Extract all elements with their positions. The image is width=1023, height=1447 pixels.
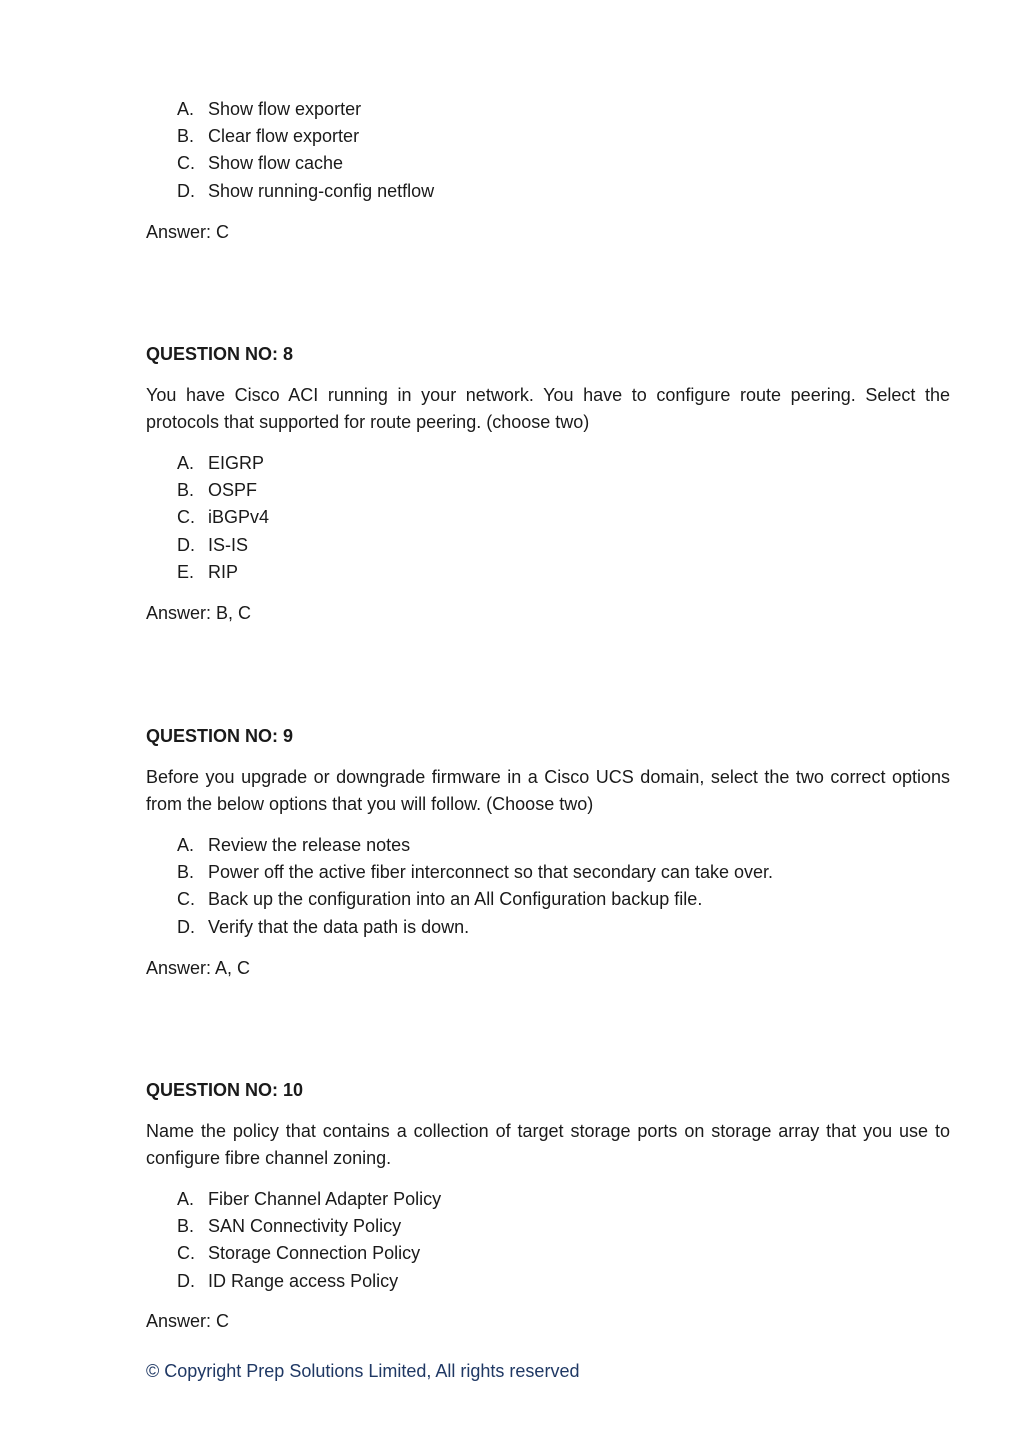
option-text: RIP	[208, 561, 239, 582]
question-8-text: You have Cisco ACI running in your network. You have to configure route peering. Select the protocols that supported for route peering. (choose two)	[146, 385, 950, 433]
option-letter: D.	[177, 534, 195, 555]
question-9-options-block	[146, 832, 950, 941]
option-letter: C.	[177, 1243, 195, 1264]
option-text: Show flow exporter	[208, 99, 362, 119]
question-7-option-a	[146, 96, 950, 123]
question-10-options	[146, 1186, 950, 1295]
question-8-options-block	[146, 450, 950, 586]
option-letter: C.	[177, 889, 195, 910]
question-9-heading: QUESTION NO: 9	[146, 726, 294, 746]
option-text: EIGRP	[208, 453, 265, 473]
copyright-footer: © Copyright Prep Solutions Limited, All rights reserved	[146, 1361, 580, 1381]
option-text: IS-IS	[208, 534, 249, 555]
question-8-option-c	[146, 504, 950, 531]
question-10-option-c	[146, 1240, 950, 1267]
option-letter: A.	[177, 99, 195, 119]
question-10-heading: QUESTION NO: 10	[146, 1080, 304, 1100]
option-letter: A.	[177, 835, 195, 855]
option-text: OSPF	[208, 480, 258, 501]
question-9-option-b	[146, 859, 950, 886]
question-9-options	[146, 832, 950, 941]
question-9-answer: Answer: A, C	[146, 958, 251, 978]
question-7-option-d	[146, 178, 950, 205]
option-text: Verify that the data path is down.	[208, 916, 470, 937]
question-10-option-d	[146, 1268, 950, 1295]
option-letter: A.	[177, 453, 195, 473]
question-9-text: Before you upgrade or downgrade firmware in a Cisco UCS domain, select the two correct options from the below options that you will follow. (Choose two)	[146, 767, 950, 815]
option-text: Show flow cache	[208, 153, 344, 174]
question-9-option-d	[146, 914, 950, 941]
option-letter: B.	[177, 1216, 195, 1237]
option-letter: E.	[177, 561, 195, 582]
option-letter: D.	[177, 180, 195, 201]
question-8-option-a	[146, 450, 950, 477]
option-text: Back up the configuration into an All Configuration backup file.	[208, 889, 703, 910]
option-text: Review the release notes	[208, 835, 411, 855]
option-text: Power off the active fiber interconnect so that secondary can take over.	[208, 862, 773, 883]
question-10-option-b	[146, 1213, 950, 1240]
option-text: iBGPv4	[208, 507, 270, 528]
question-7-options	[146, 96, 950, 205]
option-letter: D.	[177, 1270, 195, 1291]
option-letter: A.	[177, 1189, 195, 1209]
option-letter: C.	[177, 153, 195, 174]
question-8-option-e	[146, 559, 950, 586]
option-text: Storage Connection Policy	[208, 1243, 421, 1264]
option-text: ID Range access Policy	[208, 1270, 399, 1291]
question-9-option-c	[146, 886, 950, 913]
question-8-heading: QUESTION NO: 8	[146, 344, 294, 364]
option-letter: D.	[177, 916, 195, 937]
question-7-answer: Answer: C	[146, 222, 230, 242]
option-letter: C.	[177, 507, 195, 528]
question-10-text: Name the policy that contains a collection of target storage ports on storage array that you use to configure fibre channel zoning.	[146, 1121, 950, 1169]
option-letter: B.	[177, 480, 195, 501]
question-7-options-block	[146, 96, 950, 205]
question-7-option-b	[146, 123, 950, 150]
question-8-option-b	[146, 477, 950, 504]
question-7-option-c	[146, 150, 950, 177]
option-text: Clear flow exporter	[208, 126, 360, 147]
option-text: Fiber Channel Adapter Policy	[208, 1189, 442, 1209]
option-letter: B.	[177, 862, 195, 883]
option-text: SAN Connectivity Policy	[208, 1216, 402, 1237]
question-10-option-a	[146, 1186, 950, 1213]
question-8-option-d	[146, 532, 950, 559]
question-10-options-block	[146, 1186, 950, 1295]
question-9-option-a	[146, 832, 950, 859]
option-letter: B.	[177, 126, 195, 147]
question-8-answer: Answer: B, C	[146, 603, 252, 623]
question-10-answer: Answer: C	[146, 1311, 230, 1331]
option-text: Show running-config netflow	[208, 180, 435, 201]
question-8-options	[146, 450, 950, 586]
